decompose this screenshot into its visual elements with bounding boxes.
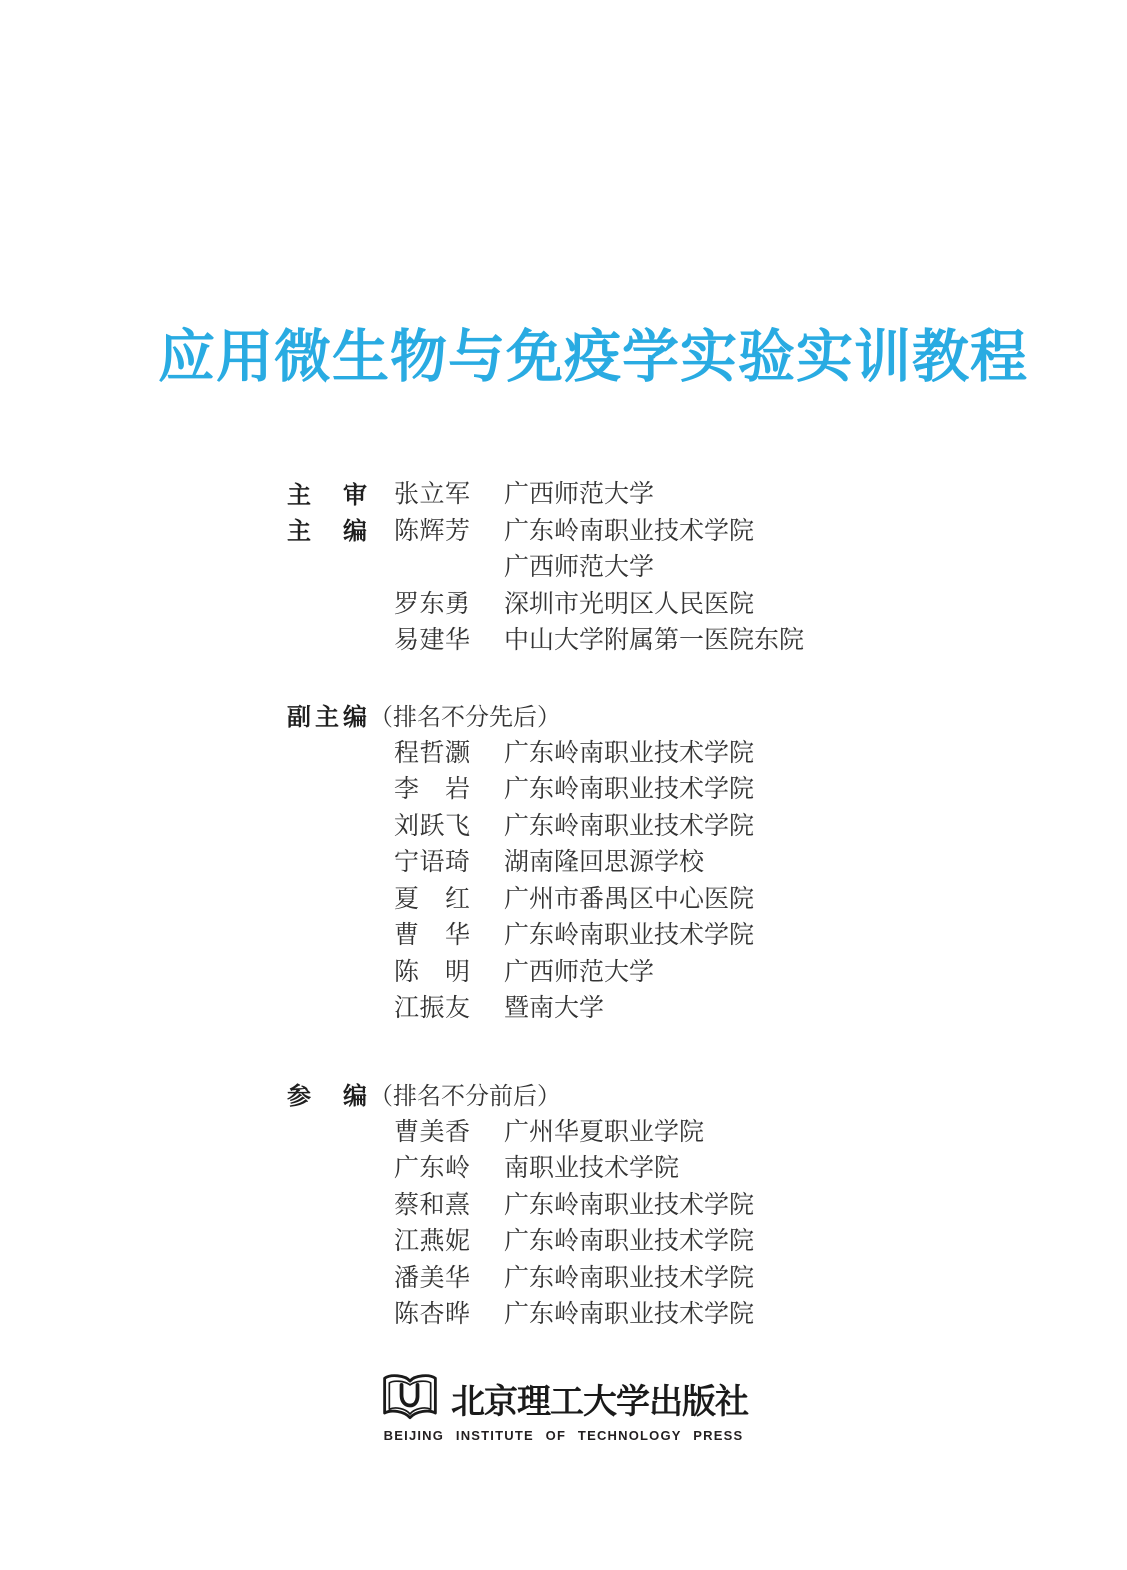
credit-row (287, 584, 1007, 621)
person-name: 曹华 (394, 922, 470, 950)
person-name: 宁语琦 (394, 849, 470, 877)
affiliation: 广东岭南职业技术学院 (504, 922, 755, 950)
ranking-note: （排名不分先后） (369, 704, 561, 731)
credits-section-deputy-editors (287, 696, 1007, 1025)
credit-row (287, 1258, 1007, 1295)
section-header-row (287, 696, 1007, 733)
person-name: 江振友 (394, 995, 470, 1023)
affiliation: 广东岭南职业技术学院 (504, 739, 755, 767)
affiliation: 广东岭南职业技术学院 (504, 1228, 755, 1256)
affiliation: 广西师范大学 (504, 554, 655, 582)
affiliation: 广东岭南职业技术学院 (504, 1264, 755, 1292)
ranking-note: （排名不分前后） (369, 1083, 561, 1110)
credit-row (287, 952, 1007, 989)
affiliation: 广州华夏职业学院 (504, 1118, 705, 1146)
book-title: 应用微生物与免疫学实验实训教程 (158, 326, 1028, 389)
publisher-block (0, 1371, 1127, 1443)
role-label: 参编 (287, 1082, 367, 1110)
credit-row (287, 1294, 1007, 1331)
affiliation: 湖南隆回思源学校 (504, 849, 705, 877)
affiliation: 广东岭南职业技术学院 (504, 1301, 755, 1329)
credit-row (287, 1221, 1007, 1258)
credit-row (287, 620, 1007, 657)
affiliation: 深圳市光明区人民医院 (504, 590, 755, 618)
person-name: 陈明 (394, 958, 470, 986)
publisher-name-en: BEIJING INSTITUTE OF TECHNOLOGY PRESS (383, 1428, 744, 1443)
role-label: 主审 (287, 481, 367, 509)
affiliation: 广西师范大学 (504, 481, 655, 509)
credit-row (287, 547, 1007, 584)
credit-row (287, 988, 1007, 1025)
person-name: 潘美华 (394, 1264, 470, 1292)
credits-section-chief-editors (287, 474, 1007, 657)
person-name: 程哲灏 (394, 739, 470, 767)
credit-row (287, 769, 1007, 806)
affiliation: 暨南大学 (504, 995, 605, 1023)
person-name: 江燕妮 (394, 1228, 470, 1256)
credit-row (287, 511, 1007, 548)
person-name: 陈杏晔 (394, 1301, 470, 1329)
role-label: 副主编 (287, 703, 367, 731)
affiliation: 广东岭南职业技术学院 (504, 776, 755, 804)
person-name: 张立军 (394, 481, 470, 509)
credits-section-contributing-editors (287, 1075, 1007, 1331)
publisher-name-cn: 北京理工大学出版社 (451, 1383, 748, 1421)
affiliation: 广州市番禺区中心医院 (504, 885, 755, 913)
credit-row (287, 842, 1007, 879)
person-name: 陈辉芳 (394, 517, 470, 545)
person-name: 罗东勇 (394, 590, 470, 618)
credit-row (287, 1185, 1007, 1222)
person-name: 广东岭 (394, 1155, 470, 1183)
person-name: 夏红 (394, 885, 470, 913)
open-book-icon (379, 1371, 441, 1425)
affiliation: 南职业技术学院 (504, 1155, 680, 1183)
role-label: 主编 (287, 518, 367, 546)
person-name: 曹美香 (394, 1118, 470, 1146)
credit-row (287, 879, 1007, 916)
person-name: 蔡和熹 (394, 1191, 470, 1219)
section-header-row (287, 1075, 1007, 1112)
affiliation: 广东岭南职业技术学院 (504, 517, 755, 545)
affiliation: 广西师范大学 (504, 958, 655, 986)
person-name: 李岩 (394, 776, 470, 804)
credit-row (287, 1148, 1007, 1185)
credit-row (287, 915, 1007, 952)
publisher-logo-row (379, 1371, 748, 1425)
credit-row (287, 806, 1007, 843)
credit-row (287, 733, 1007, 770)
affiliation: 广东岭南职业技术学院 (504, 812, 755, 840)
affiliation: 广东岭南职业技术学院 (504, 1191, 755, 1219)
affiliation: 中山大学附属第一医院东院 (504, 627, 805, 655)
credit-row (287, 1112, 1007, 1149)
person-name: 刘跃飞 (394, 812, 470, 840)
person-name: 易建华 (394, 627, 470, 655)
credit-row (287, 474, 1007, 511)
